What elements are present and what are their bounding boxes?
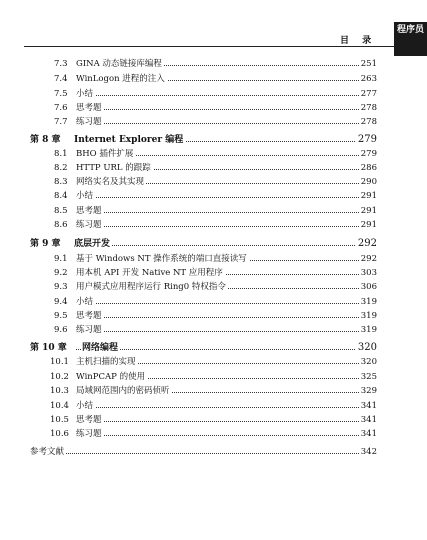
toc-entry-page: 292 [357, 238, 377, 249]
toc-entry[interactable] [0, 188, 427, 201]
toc-entry-number: 10.1 [50, 357, 69, 367]
toc-entry-page: 292 [360, 254, 377, 264]
toc-entry-page: 329 [360, 386, 377, 396]
toc-chapter-entry[interactable] [0, 340, 427, 353]
dot-leader [76, 331, 367, 332]
toc-entry[interactable] [0, 412, 427, 425]
toc-entry-title: WinPCAP 的使用 [76, 372, 146, 382]
toc-entry-page: 279 [360, 149, 377, 159]
dot-leader [76, 197, 367, 198]
toc-entry-title: 小结 [76, 401, 94, 411]
toc-entry[interactable] [0, 322, 427, 335]
toc-entry-page: 319 [360, 297, 377, 307]
toc-entry-number: 9.5 [54, 311, 68, 321]
dot-leader [76, 303, 367, 304]
toc-chapter-entry[interactable] [0, 132, 427, 145]
toc-entry[interactable] [0, 217, 427, 230]
toc-entry[interactable] [0, 308, 427, 321]
toc-entry-title: 用本机 API 开发 Native NT 应用程序 [76, 268, 223, 278]
toc-entry-title: 网络编程 [82, 340, 120, 353]
toc-entry-title: 练习题 [76, 220, 102, 230]
toc-entry[interactable] [0, 426, 427, 439]
toc-entry[interactable] [0, 398, 427, 411]
toc-entry-number: 第 8 章 [30, 135, 61, 145]
toc-entry-page: 341 [360, 415, 377, 425]
toc-entry-number: 8.1 [54, 149, 68, 159]
toc-entry-number: 10.3 [50, 386, 69, 396]
toc-entry-page: 291 [360, 220, 377, 230]
toc-entry-page: 319 [360, 325, 377, 335]
toc-entry-title: 思考题 [76, 311, 102, 321]
toc-entry-number: 8.6 [54, 220, 68, 230]
toc-entry-page: 291 [360, 206, 377, 216]
toc-entry[interactable] [0, 71, 427, 84]
toc-entry-page: 306 [360, 282, 377, 292]
toc-entry-title: HTTP URL 的跟踪 [76, 163, 151, 173]
toc-entry-number: 第 9 章 [30, 239, 61, 249]
toc-entry-page: 341 [360, 429, 377, 439]
toc-entry-number: 7.7 [54, 117, 68, 127]
toc-entry-title: WinLogon 进程的注入 [76, 74, 165, 84]
toc-entry-number: 8.4 [54, 191, 68, 201]
toc-entry-number: 9.6 [54, 325, 68, 335]
toc-entry-number: 9.1 [54, 254, 68, 264]
toc-entry-title: 底层开发 [74, 236, 112, 249]
dot-leader [76, 123, 367, 124]
toc-entry-number: 7.6 [54, 103, 68, 113]
toc-entry-number: 第 10 章 [30, 343, 67, 353]
toc-entry-number: 7.4 [54, 74, 68, 84]
toc-entry[interactable] [0, 86, 427, 99]
toc-entry[interactable] [0, 369, 427, 382]
toc-entry[interactable] [0, 279, 427, 292]
toc-entry-page: 286 [360, 163, 377, 173]
toc-entry-page: 263 [360, 74, 377, 84]
toc-entry[interactable] [0, 56, 427, 69]
dot-leader [76, 407, 367, 408]
toc-entry-page: 325 [360, 372, 377, 382]
toc-entry-number: 8.3 [54, 177, 68, 187]
dot-leader [76, 245, 367, 246]
toc-entry[interactable] [0, 146, 427, 159]
toc-entry-title: 练习题 [76, 429, 102, 439]
running-head: 目 录 [340, 36, 377, 46]
toc-entry-title: 局域网范围内的密码侦听 [76, 386, 170, 396]
toc-entry[interactable] [0, 160, 427, 173]
toc-entry-number: 7.3 [54, 59, 68, 69]
toc-entry-title: 小结 [76, 89, 94, 99]
toc-entry-page: 278 [360, 103, 377, 113]
toc-entry-page: 279 [357, 134, 377, 145]
toc-entry[interactable] [0, 114, 427, 127]
dot-leader [76, 435, 367, 436]
toc-entry-page: 319 [360, 311, 377, 321]
toc-entry-number: 9.4 [54, 297, 68, 307]
toc-entry-page: 291 [360, 191, 377, 201]
toc-entry-title: 练习题 [76, 325, 102, 335]
toc-entry-title: 思考题 [76, 206, 102, 216]
toc-entry-title: Internet Explorer 编程 [74, 132, 185, 145]
toc-entry-title: 基于 Windows NT 操作系统的端口直接读写 [76, 254, 247, 264]
toc-entry-page: 320 [360, 357, 377, 367]
toc-entry-title: 网络实名及其实现 [76, 177, 145, 187]
toc-entry-page: 303 [360, 268, 377, 278]
toc-entry-number: 9.2 [54, 268, 68, 278]
toc-entry-number: 7.5 [54, 89, 68, 99]
dot-leader [76, 95, 367, 96]
toc-entry-number: 9.3 [54, 282, 68, 292]
toc-entry-title: 主机扫描的实现 [76, 357, 136, 367]
dot-leader [76, 421, 367, 422]
toc-entry-title: 小结 [76, 191, 94, 201]
toc-entry-page: 290 [360, 177, 377, 187]
toc-entry-page: 277 [360, 89, 377, 99]
toc-entry[interactable] [0, 354, 427, 367]
toc-entry-page: 320 [357, 342, 377, 353]
toc-entry-page: 278 [360, 117, 377, 127]
section-tab: 程序员 [394, 22, 427, 56]
toc-entry-number: 10.6 [50, 429, 69, 439]
header-rule [24, 46, 394, 47]
toc-entry[interactable] [0, 203, 427, 216]
toc-chapter-entry[interactable] [0, 236, 427, 249]
dot-leader [76, 317, 367, 318]
dot-leader [30, 453, 367, 454]
toc-entry-number: 8.5 [54, 206, 68, 216]
toc-entry-page: 342 [360, 447, 377, 457]
toc-entry[interactable] [0, 100, 427, 113]
toc-entry[interactable] [0, 174, 427, 187]
toc-entry-number: 10.5 [50, 415, 69, 425]
toc-entry-title: GINA 动态链接库编程 [76, 59, 162, 69]
toc-references-entry[interactable] [0, 444, 427, 457]
dot-leader [76, 109, 367, 110]
toc-entry[interactable] [0, 265, 427, 278]
dot-leader [76, 226, 367, 227]
toc-entry-title: BHO 插件扩展 [76, 149, 134, 159]
toc-entry-number: 10.4 [50, 401, 69, 411]
toc-entry-title: 参考文献 [30, 447, 65, 457]
toc-entry-title: 练习题 [76, 117, 102, 127]
dot-leader [76, 212, 367, 213]
toc-entry[interactable] [0, 251, 427, 264]
toc-entry-title: 思考题 [76, 103, 102, 113]
toc-entry-number: 8.2 [54, 163, 68, 173]
toc-entry-page: 341 [360, 401, 377, 411]
toc-entry-title: 小结 [76, 297, 94, 307]
toc-entry[interactable] [0, 383, 427, 396]
toc-entry-page: 251 [360, 59, 377, 69]
toc-entry[interactable] [0, 294, 427, 307]
toc-entry-number: 10.2 [50, 372, 69, 382]
toc-entry-title: 思考题 [76, 415, 102, 425]
toc-entry-title: 用户模式应用程序运行 Ring0 特权指令 [76, 282, 226, 292]
